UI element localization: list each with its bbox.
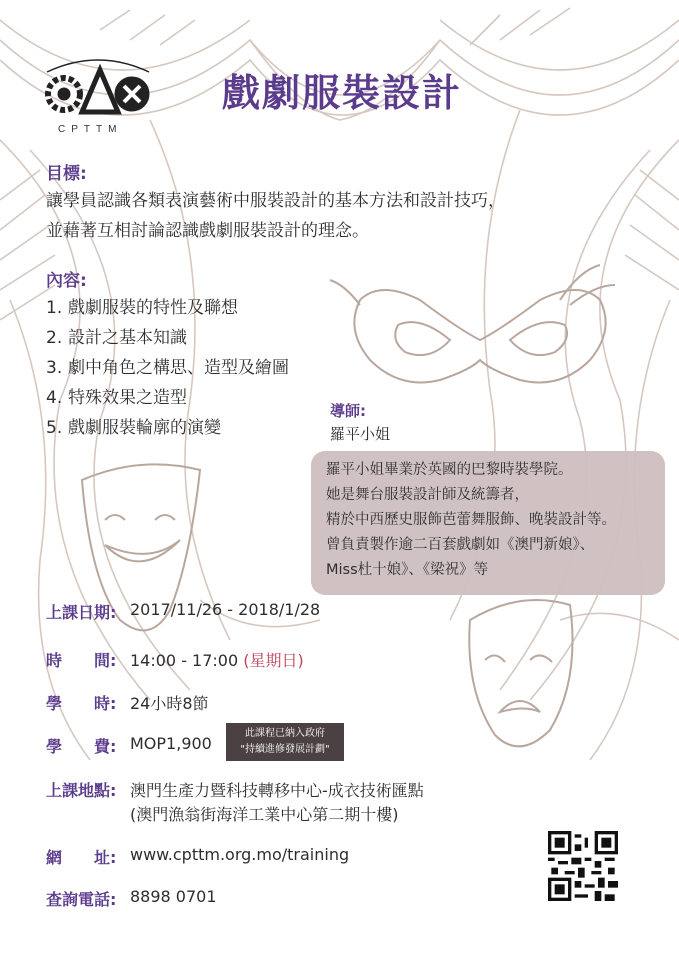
objective-heading: 目標: [46,164,87,184]
list-item-text: 劇中角色之構思、造型及繪圖 [68,358,289,378]
objective-line-2: 並藉著互相討論認識戲劇服裝設計的理念。 [46,221,369,241]
objective-line-1: 讓學員認識各類表演藝術中服裝設計的基本方法和設計技巧， [46,191,505,211]
page-title: 戲劇服裝設計 [222,71,463,115]
bio-line: 曾負責製作逾二百套戲劇如《澳門新娘》、 [326,537,595,553]
badge-line-1: 此課程已納入政府 [245,728,325,739]
content-heading: 內容: [46,271,87,291]
list-item [46,353,289,383]
date-value: 2017/11/26 - 2018/1/28 [130,600,321,619]
time-value: 14:00 - 17:00 [130,651,239,670]
list-item-number: 1. [46,298,63,318]
qr-code-icon[interactable] [548,831,618,901]
bio-line: 羅平小姐畢業於英國的巴黎時裝學院。 [326,462,573,478]
bio-line: Miss杜十娘》、《梁祝》等 [326,562,489,578]
venue-line-1: 澳門生產力暨科技轉移中心-成衣技術匯點 [130,781,424,800]
list-item-text: 戲劇服裝的特性及聯想 [68,298,238,318]
phone-value: 8898 0701 [130,887,217,906]
content-list [46,293,289,443]
time-label: 時 間: [46,651,117,670]
bio-line: 她是舞台服裝設計師及統籌者， [326,487,529,503]
tutor-bio [326,458,616,583]
time-day: (星期日) [243,651,304,670]
hours-value: 24小時8節 [130,694,209,713]
logo-text: CPTTM [58,124,123,135]
list-item-number: 2. [46,328,63,348]
date-label: 上課日期: [46,603,117,622]
tutor-label: 導師: [330,402,366,420]
venue-line-2: (澳門漁翁街海洋工業中心第二期十樓) [130,805,399,824]
fee-value: MOP1,900 [130,734,212,753]
web-link[interactable]: www.cpttm.org.mo/training [130,845,350,864]
list-item-number: 5. [46,418,63,438]
phone-label: 查詢電話: [46,890,117,909]
list-item [46,413,289,443]
list-item-text: 戲劇服裝輪廓的演變 [68,418,221,438]
list-item [46,293,289,323]
hours-label: 學 時: [46,694,117,713]
venue-label: 上課地點: [46,781,117,800]
list-item-text: 設計之基本知識 [68,328,187,348]
web-label: 網 址: [46,848,117,867]
time-row [130,648,304,671]
fee-subsidy-badge [226,723,344,761]
tutor-name: 羅平小姐 [330,425,391,443]
badge-line-2: "持續進修發展計劃" [240,744,330,755]
list-item-text: 特殊效果之造型 [68,388,187,408]
bio-line: 精於中西歷史服飾芭蕾舞服飾、晚裝設計等。 [326,512,616,528]
fee-label: 學 費: [46,737,117,756]
list-item-number: 4. [46,388,63,408]
list-item [46,323,289,353]
list-item [46,383,289,413]
list-item-number: 3. [46,358,63,378]
